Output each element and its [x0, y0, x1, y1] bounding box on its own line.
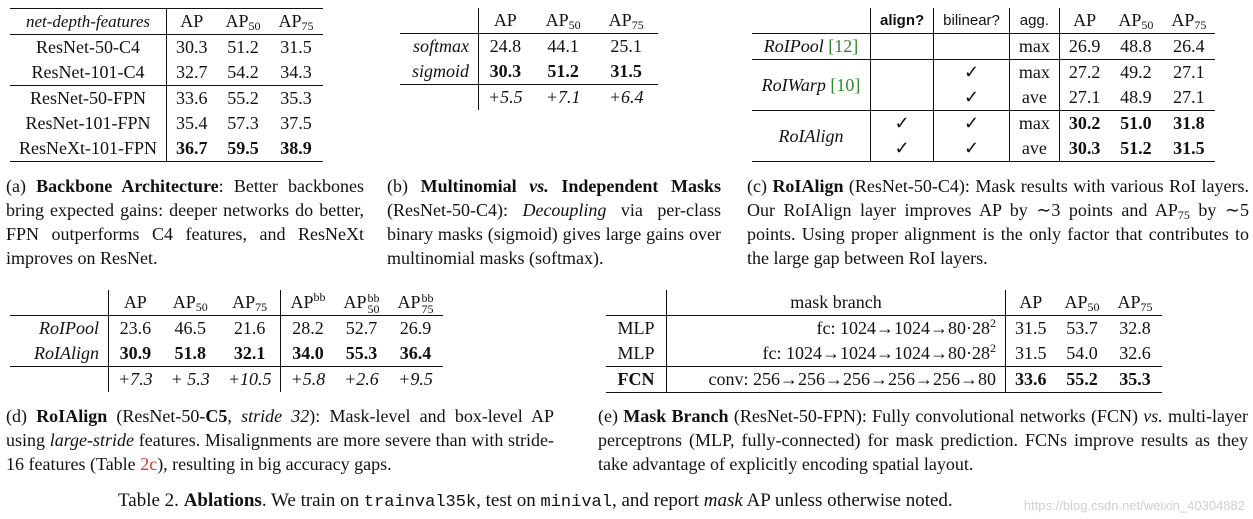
table-d-header-ap: AP	[109, 290, 162, 316]
caption-c: (c) RoIAlign (ResNet-50-C4): Mask results with various RoI layers. Our RoIAlign layer improves AP by ∼3 points and $AP_{75}$ by ∼5 points. Using proper alignment is the only factor that contributes to the large gap between RoI layers.	[747, 176, 1250, 268]
table-c-header-bilinear: bilinear?	[934, 8, 1010, 34]
table-e-header-ap: AP	[1006, 290, 1056, 316]
table-row: RoIAlign ✓ ✓ max 30.2 51.0 31.8	[752, 111, 1215, 137]
table-c-header-agg: agg.	[1009, 8, 1059, 34]
table-row: ✓ ✓ ave 30.3 51.2 31.5	[752, 136, 1215, 162]
table-d-header-ap75: $AP_{75}$	[219, 290, 281, 316]
table-row: RoIWarp [10] ✓ max 27.2 49.2 27.1	[752, 60, 1215, 86]
table-e-header-ap75: $AP_{75}$	[1109, 290, 1162, 316]
table-row: softmax 24.8 44.1 25.1	[400, 34, 658, 60]
main-caption: Table 2. Ablations. We train on trainval35k, test on minival, and report mask AP unless otherwise noted.	[118, 490, 953, 512]
table-e-header-ap50: $AP_{50}$	[1056, 290, 1109, 316]
table-d-header-apbb50: AP bb 50	[334, 290, 388, 316]
table-b-header-ap: AP	[479, 8, 532, 34]
table-b	[400, 8, 658, 110]
caption-a: (a) Backbone Architecture: Better backbones bring expected gains: deeper networks do better, FPN outperforms C4 features, and ResNeXt improves on ResNet.	[6, 176, 364, 268]
table-e	[606, 290, 1162, 393]
table-row: ResNet-101-C4 32.7 54.2 34.3	[10, 60, 323, 86]
table-c-header-ap75: $AP_{75}$	[1162, 8, 1215, 34]
table-row: ✓ ave 27.1 48.9 27.1	[752, 85, 1215, 111]
table-row: RoIPool 23.6 46.5 21.6 28.2 52.7 26.9	[10, 316, 443, 342]
caption-e: (e) Mask Branch (ResNet-50-FPN): Fully convolutional networks (FCN) vs. multi-layer perceptrons (MLP, fully-connected) for mask prediction. FCNs improve results as they take advantage of explicitly encoding spatial layout.	[598, 406, 1248, 474]
table-d-header-apbb: $AP^{bb}$	[281, 290, 335, 316]
table-row: ResNeXt-101-FPN 36.7 59.5 38.9	[10, 136, 323, 162]
caption-d: (d) RoIAlign (ResNet-50-C5, stride 32): Mask-level and box-level AP using large-stride features. Misalignments are more severe than with stride-16 features (Table 2c), resulting in big accuracy gaps.	[6, 406, 555, 474]
table-c-header-ap: AP	[1059, 8, 1109, 34]
table-row: RoIAlign 30.9 51.8 32.1 34.0 55.3 36.4	[10, 341, 443, 367]
table-c-header-align: align?	[871, 8, 934, 34]
table-a-header-ap50: $AP_{50}$	[217, 9, 270, 35]
table-a-header-ap: AP	[167, 9, 217, 35]
table-row: sigmoid 30.3 51.2 31.5	[400, 59, 658, 85]
table-row: MLP fc: $1024\to 1024\to 1024\to 80\cdot 28^2$ 31.5 54.0 32.6	[606, 341, 1162, 367]
table-d-header-apbb75: AP bb 75	[389, 290, 443, 316]
table-c-header-ap50: $AP_{50}$	[1109, 8, 1162, 34]
table-b-header-ap75: $AP_{75}$	[595, 8, 658, 34]
table-d-header-ap50: $AP_{50}$	[162, 290, 219, 316]
table-a-header-features: net-depth-features	[10, 9, 167, 35]
table-a	[10, 8, 323, 162]
table-c	[752, 8, 1215, 162]
table-row: RoIPool [12] max 26.9 48.8 26.4	[752, 34, 1215, 60]
table-b-header-ap50: $AP_{50}$	[532, 8, 595, 34]
table-row: ResNet-50-FPN 33.6 55.2 35.3	[10, 86, 323, 112]
table-row: ResNet-101-FPN 35.4 57.3 37.5	[10, 111, 323, 136]
table-row: MLP fc: $1024\to 1024\to 80\cdot 28^2$ 31.5 53.7 32.8	[606, 316, 1162, 342]
table-row-delta: +5.5 +7.1 +6.4	[400, 85, 658, 111]
table-row-delta: +7.3 + 5.3 +10.5 +5.8 +2.6 +9.5	[10, 367, 443, 393]
table-e-header-branch: mask branch	[667, 290, 1006, 316]
table-d	[10, 290, 443, 392]
table-row: ResNet-50-C4 30.3 51.2 31.5	[10, 35, 323, 61]
caption-b: (b) Multinomial vs. Independent Masks (ResNet-50-C4): Decoupling via per-class binary masks (sigmoid) gives large gains over multinomial masks (softmax).	[387, 176, 721, 268]
table-row: FCN conv: 256→256→256→256→256→80 33.6 55.2 35.3	[606, 367, 1162, 393]
watermark: https://blog.csdn.net/weixin_40304882	[1023, 498, 1245, 513]
table-a-header-ap75: $AP_{75}$	[270, 9, 323, 35]
